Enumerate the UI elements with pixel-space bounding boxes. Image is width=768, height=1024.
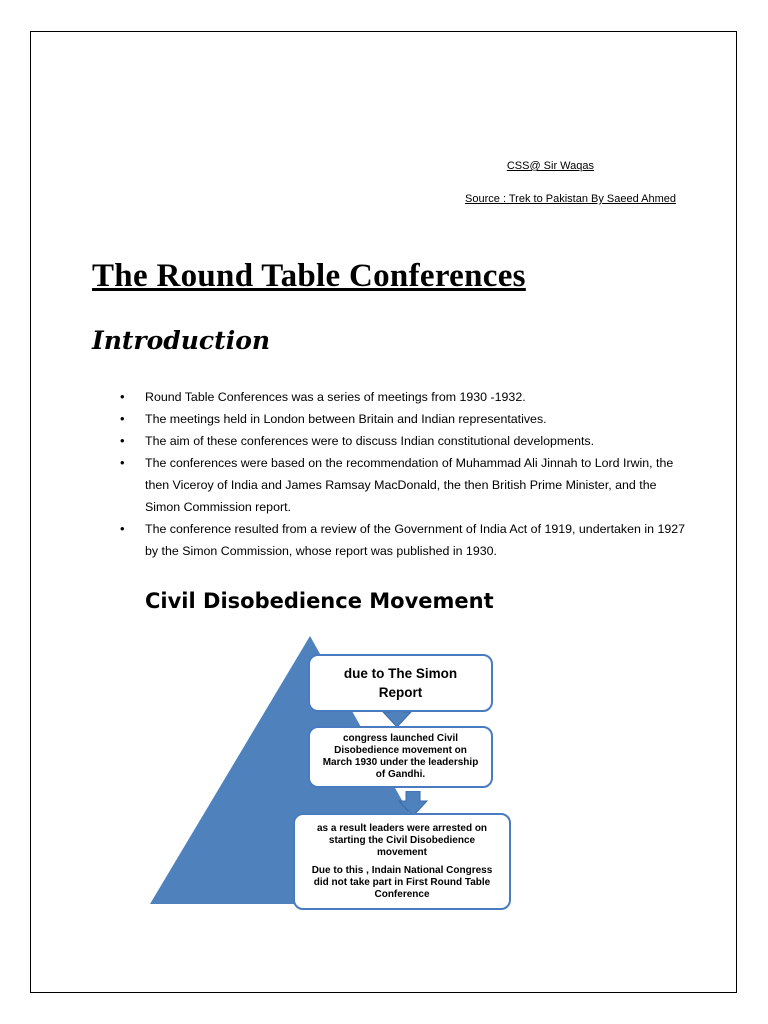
step-text: congress launched Civil Disobedience movement on March 1930 under the leadership of Gandhi. [322,733,479,780]
source-credit: Source : Trek to Pakistan By Saeed Ahmed [465,193,676,205]
step-text: as a result leaders were arrested on starting the Civil Disobedience movement [316,822,488,858]
page-title: The Round Table Conferences [92,258,526,294]
introduction-heading: Introduction [92,326,271,355]
civil-disobedience-heading: Civil Disobedience Movement [145,589,494,613]
list-item: • The conference resulted from a review of the Government of India Act of 1919, undertaken in 1927 by the Simon Commission, whose report was published in 1930. [112,518,692,562]
step-box-leaders-arrested [293,813,511,910]
list-item: • Round Table Conferences was a series of meetings from 1930 -1932. [112,386,692,408]
step-box-movement-launch [308,726,493,788]
step-note: Due to this , Indain National Congress did not take part in First Round Table Conference [311,864,493,900]
list-item: • The aim of these conferences were to discuss Indian constitutional developments. [112,430,692,452]
list-item: • The meetings held in London between Britain and Indian representatives. [112,408,692,430]
step-box-simon-report [308,654,493,712]
step-text: due to The Simon Report [343,666,458,700]
pyramid-diagram [150,636,520,916]
author-credit: CSS@ Sir Waqas [506,160,594,172]
list-item: • The conferences were based on the recommendation of Muhammad Ali Jinnah to Lord Irwin, the then Viceroy of India and James Ramsay MacDonald, the then British Prime Minister, and the Simon Commission report. [112,452,692,518]
introduction-list [112,386,692,562]
